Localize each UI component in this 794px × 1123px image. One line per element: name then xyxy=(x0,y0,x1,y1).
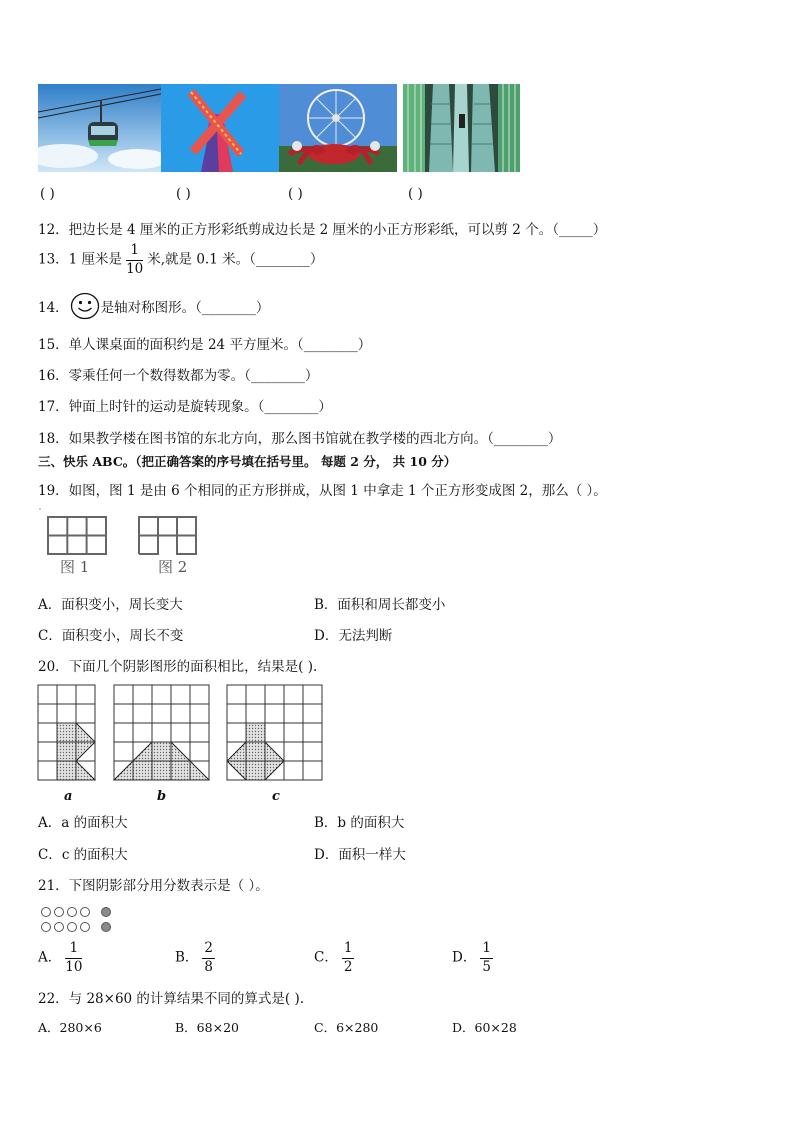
grid-c-label: c xyxy=(272,789,280,804)
q21-option-d[interactable] xyxy=(452,942,497,974)
cable-car-image xyxy=(38,84,161,172)
fig-2-label: 图 2 xyxy=(158,558,188,576)
q22-option-c[interactable]: C．6×280 xyxy=(314,1020,379,1035)
paren-4: ( ) xyxy=(408,186,423,202)
escalator-image xyxy=(403,84,520,172)
q21-d-den: 5 xyxy=(482,958,491,975)
q21-a-num: 1 xyxy=(65,942,82,959)
q21-c-num: 1 xyxy=(342,942,355,959)
question-16: 16．零乘任何一个数得数都为零。（________） xyxy=(38,368,319,384)
question-20-stem: 20．下面几个阴影图形的面积相比，结果是( ). xyxy=(38,659,318,675)
q13-numerator: 1 xyxy=(126,244,143,261)
q19-option-b[interactable]: B．面积和周长都变小 xyxy=(314,597,446,613)
q19-figures xyxy=(38,507,218,577)
q21-option-b[interactable] xyxy=(175,942,219,974)
grid-a-label: a xyxy=(64,789,73,804)
q21-d-num: 1 xyxy=(480,942,493,959)
question-17: 17．钟面上时针的运动是旋转现象。（________） xyxy=(38,399,332,415)
q21-circles xyxy=(40,905,120,935)
question-12: 12．把边长是 4 厘米的正方形彩纸剪成边长是 2 厘米的小正方形彩纸，可以剪 2 个。（_____） xyxy=(38,222,607,238)
windmill-image xyxy=(161,84,279,172)
q19-option-d[interactable]: D．无法判断 xyxy=(314,628,393,644)
fig-1-label: 图 1 xyxy=(60,558,90,576)
question-21-stem: 21．下图阴影部分用分数表示是（ ）。 xyxy=(38,878,269,894)
q13-pre: 13．1 厘米是 xyxy=(38,251,123,268)
q20-option-b[interactable]: B．b 的面积大 xyxy=(314,815,405,831)
paren-1: ( ) xyxy=(40,186,55,202)
smiley-face-icon xyxy=(70,292,100,320)
question-15: 15．单人课桌面的面积约是 24 平方厘米。（________） xyxy=(38,337,372,353)
paren-2: ( ) xyxy=(176,186,191,202)
q20-option-c[interactable]: C．c 的面积大 xyxy=(38,847,128,863)
q14-pre: 14． xyxy=(38,300,69,316)
q21-a-den: 10 xyxy=(65,958,83,975)
q21-option-c[interactable] xyxy=(314,942,358,974)
q19-option-c[interactable]: C．面积变小，周长不变 xyxy=(38,628,184,644)
q20-option-a[interactable]: A．a 的面积大 xyxy=(38,815,128,831)
q22-option-b[interactable]: B．68×20 xyxy=(175,1020,239,1035)
q21-a-label: A． xyxy=(38,949,62,966)
q20-grids xyxy=(36,683,336,805)
paren-3: ( ) xyxy=(288,186,303,202)
q22-option-d[interactable]: D．60×28 xyxy=(452,1020,517,1035)
q13-post: 米,就是 0.1 米。（________） xyxy=(147,251,324,268)
q21-option-a[interactable] xyxy=(38,942,86,974)
q21-b-num: 2 xyxy=(202,942,215,959)
q21-c-den: 2 xyxy=(343,958,353,975)
q19-option-a[interactable]: A．面积变小，周长变大 xyxy=(38,597,183,613)
section-3-heading: 三、快乐 ABC。（把正确答案的序号填在括号里。 每题 2 分， 共 10 分） xyxy=(38,454,457,469)
question-13 xyxy=(38,244,323,276)
q14-post: 是轴对称图形。（________） xyxy=(100,300,270,316)
q21-b-den: 8 xyxy=(204,958,214,975)
question-22-stem: 22．与 28×60 的计算结果不同的算式是( ). xyxy=(38,991,305,1007)
q21-b-label: B． xyxy=(175,949,199,966)
q13-denominator: 10 xyxy=(126,260,144,277)
ferris-wheel-image xyxy=(279,84,397,172)
q20-option-d[interactable]: D．面积一样大 xyxy=(314,847,406,863)
q13-fraction xyxy=(126,244,143,276)
question-19-stem: 19．如图，图 1 是由 6 个相同的正方形拼成，从图 1 中拿走 1 个正方形变成图 2，那么（ ）。 xyxy=(38,483,607,499)
q22-option-a[interactable]: A．280×6 xyxy=(38,1020,102,1035)
q21-c-label: C． xyxy=(314,949,338,966)
question-18: 18．如果教学楼在图书馆的东北方向，那么图书馆就在教学楼的西北方向。（________） xyxy=(38,431,562,447)
grid-b-label: b xyxy=(157,789,167,804)
q21-d-label: D． xyxy=(452,949,477,966)
question-14 xyxy=(38,292,269,320)
